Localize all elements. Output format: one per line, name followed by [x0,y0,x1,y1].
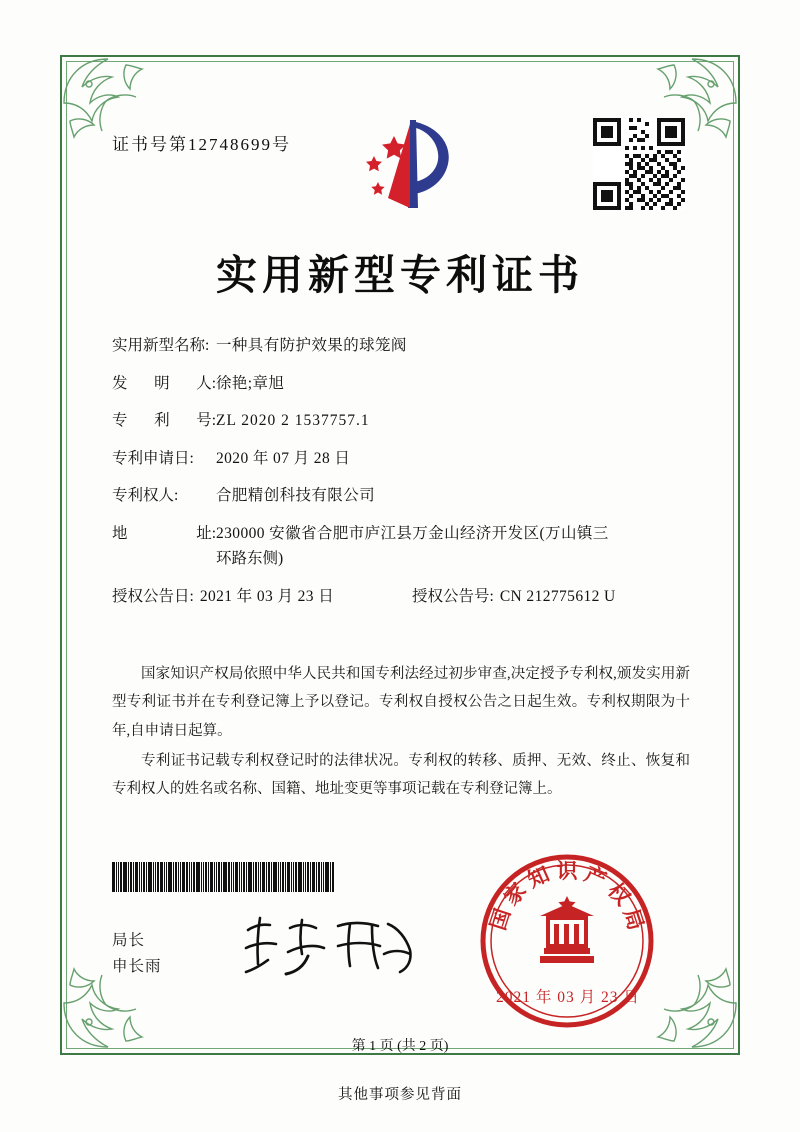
svg-text:权: 权 [603,877,636,910]
qr-code-icon [593,118,685,210]
footer-note: 其他事项参见背面 [338,1087,462,1103]
announcement-date-label: 授权公告日: [112,587,194,605]
announcement-date-value: 2021 年 03 月 23 日 [199,587,335,605]
field-value: 合肥精创科技有限公司 [216,487,376,504]
svg-text:国: 国 [484,905,516,934]
field-label: 专利权人: [112,487,179,504]
paragraph-2: 专利证书记载专利权登记时的法律状况。专利权的转移、质押、无效、终止、恢复和专利权人的姓名或名称、国籍、地址变更等事项记载在专利登记簿上。 [112,752,690,798]
svg-text:知: 知 [523,860,554,893]
seal-date: 2021 年 03 月 23 日 [496,989,640,1006]
field-label: 专 利 号: [112,412,216,429]
field-address-line2: 环路东侧) [216,550,284,567]
handwritten-signature-icon [238,910,423,982]
field-value: 徐艳;章旭 [216,374,285,392]
svg-text:局: 局 [618,905,650,934]
field-label: 发 明 人: [112,374,216,392]
field-inventor [112,376,692,392]
signature-block [112,928,162,980]
field-value: 一种具有防护效果的球笼阀 [216,337,407,354]
svg-text:产: 产 [580,860,611,893]
page-title: 实用新型专利证书 [216,251,584,299]
field-value: 230000 安徽省合肥市庐江县万金山经济开发区(万山镇三 [216,524,609,542]
cnipa-logo-icon [348,112,458,217]
svg-text:家: 家 [498,877,531,910]
paragraph-1: 国家知识产权局依照中华人民共和国专利法经过初步审查,决定授予专利权,颁发实用新型专利证书并在专利登记簿上予以登记。专利权自授权公告之日起生效。专利权期限为十年,自申请日起算。 [112,666,690,739]
director-name-label: 申长雨 [112,958,162,975]
announcement-number-label: 授权公告号: [412,587,494,605]
certificate-body-text [112,660,690,805]
field-patentee [112,488,692,504]
field-label: 专利申请日: [112,449,194,467]
field-utility-model-name [112,338,692,354]
announcement-number-value: CN 212775612 U [499,587,616,605]
field-address [112,526,692,542]
field-application-date [112,451,692,467]
page-number: 第 1 页 (共 2 页) [351,1039,449,1054]
field-label: 地 址: [112,524,216,542]
svg-text:识: 识 [556,858,578,883]
field-announcement [112,589,692,605]
certificate-field-list [112,338,692,626]
barcode [112,862,335,892]
field-value: 2020 年 07 月 28 日 [216,449,351,467]
field-label: 实用新型名称: [112,337,210,354]
director-title-label: 局长 [112,932,146,949]
field-patent-number [112,413,692,429]
certificate-number: 证书号第12748699号 [112,135,291,154]
field-value: ZL 2020 2 1537757.1 [216,412,370,429]
